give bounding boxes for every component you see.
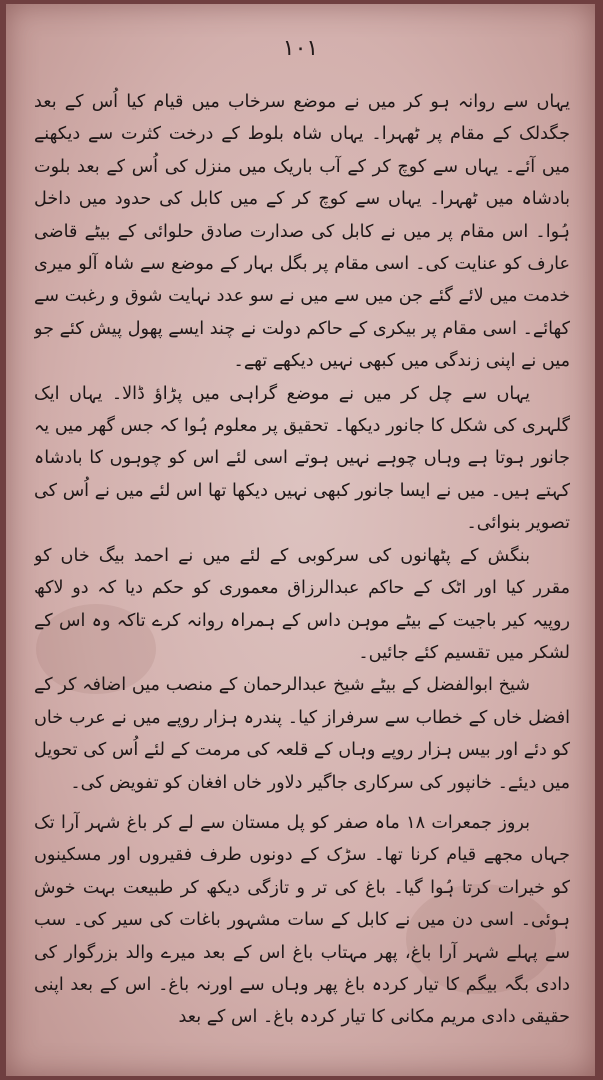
paragraph-1: یہاں سے روانہ ہو کر میں نے موضع سرخاب میں قیام کیا اُس کے بعد جگدلک کے مقام پر ٹھہرا۔ یہاں شاہ بلوط کے درخت کثرت سے دیکھنے میں آئے۔ یہاں سے کوچ کر کے آب باریک میں منزل کی اُس کے بعد بلوت بادشاہ میں ٹھہرا۔ یہاں سے کوچ کر کے میں کابل کی حدود میں داخل ہُوا۔ اس مقام پر میں نے کابل کی صدارت صادق حلوائی کے بیٹے قاضی عارف کو عنایت کی۔ اسی مقام پر بگل بہار کے موضع سے شاہ آلو میری خدمت میں لائے گئے جن میں سے میں نے سو عدد نہایت شوق و رغبت سے کھائے۔ اسی مقام پر بیکری کے حاکم دولت نے چند ایسے پھول پیش کئے جو میں نے اپنی زندگی میں کبھی نہیں دیکھے تھے۔ <box>34 92 570 372</box>
paragraph-5: بروز جمعرات ۱۸ ماہ صفر کو پل مستان سے لے کر باغ شہر آرا تک جہاں مجھے قیام کرنا تھا۔ سڑک کے دونوں طرف فقیروں اور مسکینوں کو خیرات کرتا ہُوا گیا۔ باغ کی تر و تازگی دیکھ کر طبیعت بہت خوش ہوئی۔ اسی دن میں نے کابل کے سات مشہور باغات کی سیر کی۔ سب سے پہلے شہر آرا باغ، پھر مہتاب باغ اس کے بعد میرے والد بزرگوار کی دادی بگہ بیگم کا تیار کردہ باغ پھر وہاں سے اورنہ باغ۔ اس کے بعد اپنی حقیقی دادی مریم مکانی کا تیار کردہ باغ۔ اس کے بعد <box>34 812 570 1028</box>
book-page <box>6 4 595 1076</box>
body-text <box>34 86 570 1066</box>
paragraph-4: شیخ ابوالفضل کے بیٹے شیخ عبدالرحمان کے منصب میں اضافہ کر کے افضل خاں کے خطاب سے سرفراز کیا۔ پندرہ ہزار روپے میں نے عرب خاں کو دئے اور بیس ہزار روپے وہاں کے قلعہ کی مرمت کے لئے اُس کی تحویل میں دیئے۔ خانپور کی سرکاری جاگیر دلاور خاں افغان کو تفویض کی۔ <box>34 675 570 793</box>
page-number: ١٠١ <box>282 36 319 61</box>
paragraph-3: بنگش کے پٹھانوں کی سرکوبی کے لئے میں نے احمد بیگ خاں کو مقرر کیا اور اٹک کے حاکم عبدالرزاق معموری کو حکم دیا کہ دو لاکھ روپیہ کیر باجیت کے بیٹے موہن داس کے ہمراہ روانہ کرے تاکہ وہ اس کے لشکر میں تقسیم کئے جائیں۔ <box>34 545 570 663</box>
paragraph-2: یہاں سے چل کر میں نے موضع گراہی میں پڑاؤ ڈالا۔ یہاں ایک گلہری کی شکل کا جانور دیکھا۔ تحقیق پر معلوم ہُوا کہ جس گھر میں یہ جانور ہوتا ہے وہاں چوہے نہیں ہوتے اسی لئے اس کو چوہوں کا بادشاہ کہتے ہیں۔ میں نے ایسا جانور کبھی نہیں دیکھا تھا اس لئے میں نے اُس کی تصویر بنوائی۔ <box>34 383 570 534</box>
